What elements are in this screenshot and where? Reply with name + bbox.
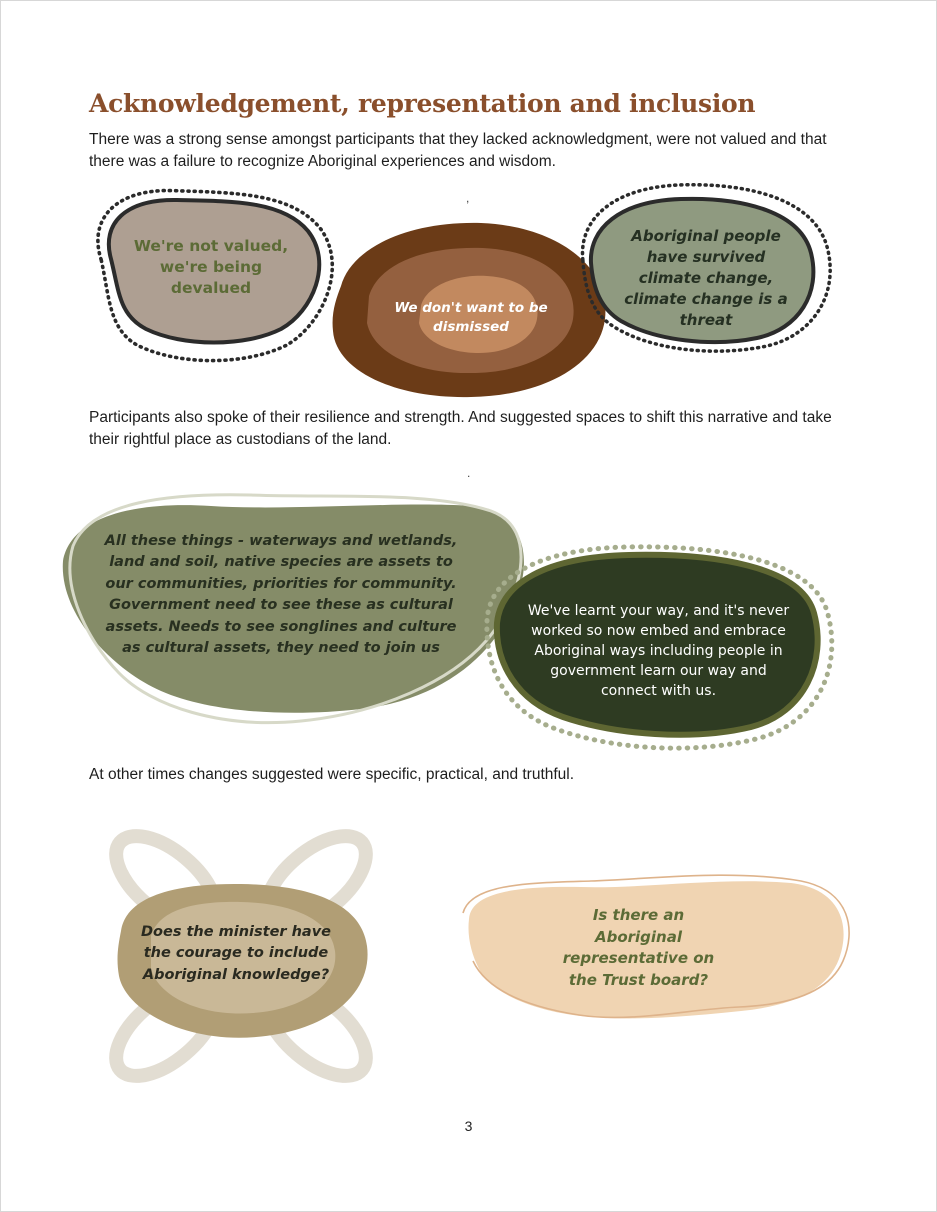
- quote-survived: Aboriginal people have survived climate change, climate change is a threat: [624, 226, 788, 329]
- intro-paragraph: There was a strong sense amongst participants that they lacked acknowledgment, were not valued and that there was a failure to recognize Aboriginal experiences and wisdom.: [89, 131, 827, 170]
- stray-dot: .: [467, 466, 471, 480]
- quote-assets: All these things - waterways and wetlands, land and soil, native species are assets to our communities, priorities for community. Government need to see these as cultural assets. Needs to see songlines and culture as cultural assets, they need to join us: [104, 532, 458, 656]
- quote-trust-board: Is there an Aboriginal representative on the Trust board?: [562, 906, 715, 989]
- quote-not-valued: We're not valued, we're being devalued: [133, 236, 289, 297]
- stray-comma: ,: [466, 191, 470, 205]
- quote-learnt: We've learnt your way, and it's never worked so now embed and embrace Aboriginal ways including people in government learn our way and connect with us.: [527, 603, 790, 699]
- page-number: 3: [464, 1118, 473, 1134]
- quote-dismissed: We don't want to be dismissed: [394, 300, 548, 335]
- quote-minister: Does the minister have the courage to include Aboriginal knowledge?: [140, 923, 331, 983]
- section-heading: Acknowledgement, representation and inclusion: [89, 89, 756, 118]
- resilience-paragraph: Participants also spoke of their resilience and strength. And suggested spaces to shift this narrative and take their rightful place as custodians of the land.: [89, 409, 832, 448]
- practical-paragraph: At other times changes suggested were specific, practical, and truthful.: [89, 766, 575, 783]
